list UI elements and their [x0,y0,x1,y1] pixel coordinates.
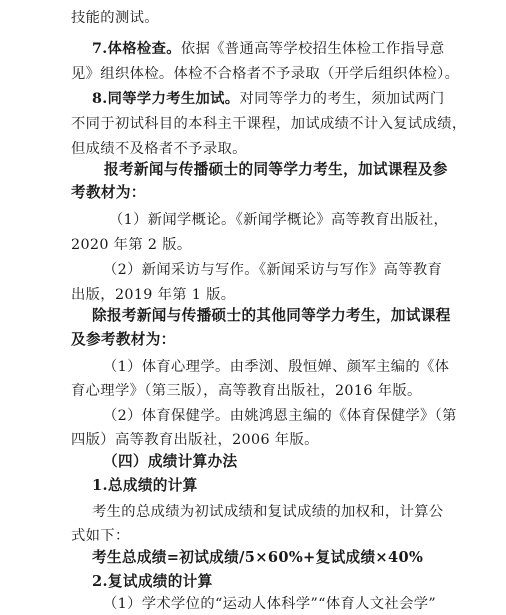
formula-line: 考生总成绩=初试成绩/5×60%+复试成绩×40% [92,549,424,566]
text-line [92,39,445,59]
text-line: 2020 年第 2 版。 [71,237,192,253]
text-line: 出版，2019 年第 1 版。 [71,287,236,303]
section-heading: 报考新闻与传播硕士的同等学力考生，加试课程及参 [104,161,448,178]
text-line: 育心理学》（第三版），高等教育出版社，2016 年版。 [71,383,422,399]
subsection-heading: 1.总成绩的计算 [92,477,198,494]
text-line: 见》组织体检。体检不合格者不予录取（开学后组织体检）。 [71,66,460,82]
section-heading: 及参考教材为： [71,331,176,348]
text-line: 但成绩不及格者不予录取。 [71,141,247,157]
subsection-heading: 2.复试成绩的计算 [92,573,213,590]
list-item: （1）新闻学概论。《新闻学概论》高等教育出版社， [109,212,449,228]
list-item: （2）新闻采访与写作。《新闻采访与写作》高等教育 [103,262,443,278]
list-item: （2）体育保健学。由姚鸿恩主编的《体育保健学》（第 [103,408,457,424]
text-line: 考生的总成绩为初试成绩和复试成绩的加权和，计算公 [92,504,444,520]
item-heading-physical-exam: 7.体格检查。 [92,41,181,57]
text-line: 不同于初试科目的本科主干课程，加试成绩不计入复试成绩， [71,116,467,132]
text-run: 依据《普通高等学校招生体检工作指导意 [180,41,445,57]
text-line: 式如下： [71,528,130,544]
section-heading: 除报考新闻与传播硕士的其他同等学力考生，加试课程 [92,307,451,324]
section-heading: （四）成绩计算办法 [103,453,238,470]
text-line: 技能的测试。 [71,10,159,26]
list-item: （1）体育心理学。由季浏、殷恒婵、颜军主编的《体 [103,359,450,375]
text-line: 四版）高等教育出版社，2006 年版。 [71,432,319,448]
item-heading-extra-exam: 8.同等学力考生加试。 [92,91,240,107]
list-item: （1）学术学位的“运动人体科学”“体育人文社会学” [103,596,437,612]
section-heading: 考教材为： [71,184,146,201]
text-run: 对同等学力的考生，须加试两门 [239,91,445,107]
text-line [92,89,445,109]
